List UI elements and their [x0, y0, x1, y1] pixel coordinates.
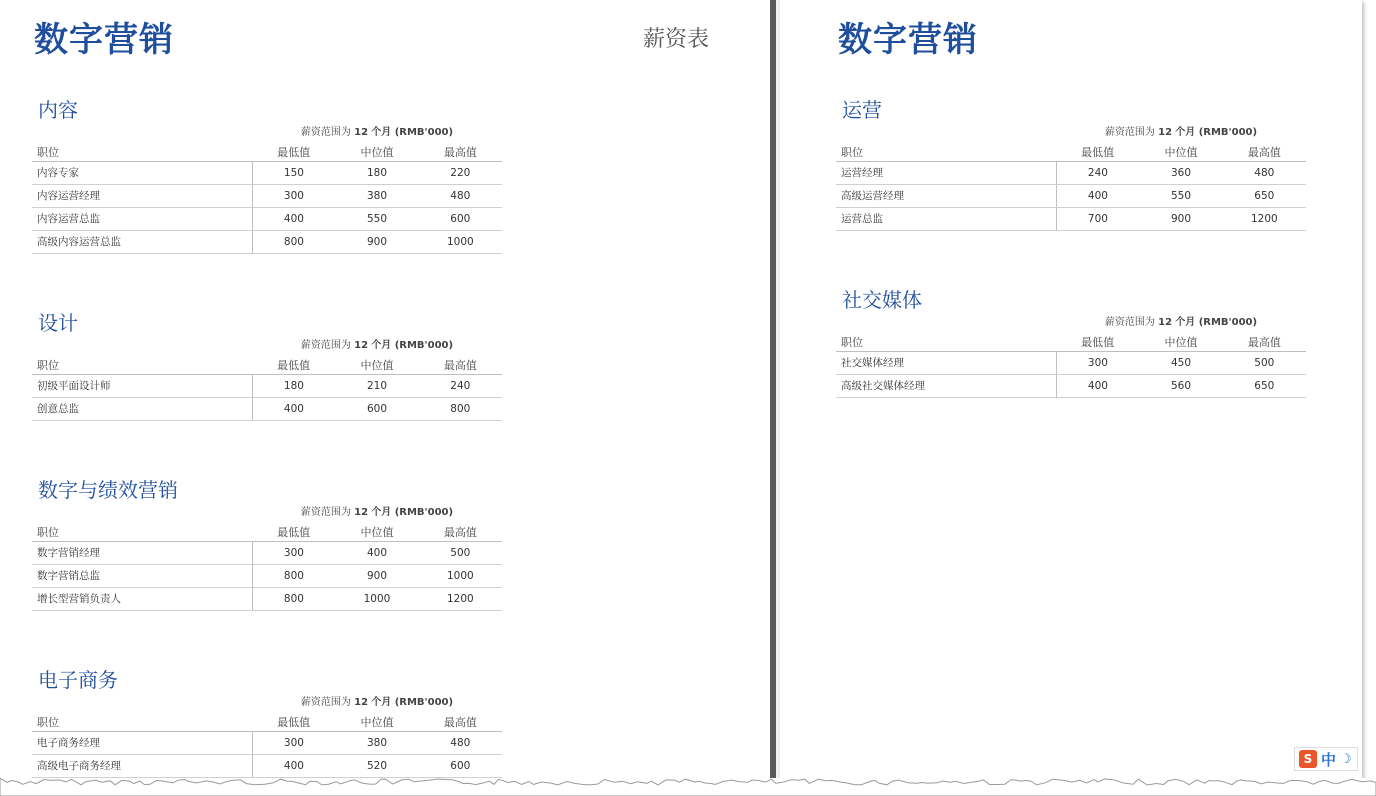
role-cell: 高级运营经理	[836, 184, 1056, 207]
col-role-header: 职位	[32, 140, 252, 161]
col-median-header: 中位值	[335, 353, 418, 374]
max-cell: 1000	[419, 564, 502, 587]
table-header-row	[32, 710, 502, 731]
max-cell: 1000	[419, 230, 502, 253]
min-cell: 800	[252, 587, 335, 610]
max-cell: 800	[419, 397, 502, 420]
table-row	[836, 207, 1306, 230]
max-cell: 500	[419, 541, 502, 564]
min-cell: 800	[252, 564, 335, 587]
min-cell: 240	[1056, 161, 1139, 184]
salary-range-note	[252, 696, 502, 710]
ime-mode-moon-icon[interactable]: ☽	[1340, 751, 1352, 767]
table-row	[32, 230, 502, 253]
col-median-header: 中位值	[335, 520, 418, 541]
col-role-header: 职位	[32, 520, 252, 541]
max-cell: 480	[1223, 161, 1306, 184]
max-cell: 480	[419, 184, 502, 207]
section-operations	[836, 96, 1306, 231]
col-role-header: 职位	[32, 710, 252, 731]
col-role-header: 职位	[836, 330, 1056, 351]
brand-title: 数字营销	[838, 20, 978, 60]
note-suffix: 个月 (RMB'000)	[371, 507, 454, 518]
table-row	[32, 564, 502, 587]
col-median-header: 中位值	[335, 710, 418, 731]
note-months: 12	[1158, 317, 1173, 328]
role-cell: 内容专家	[32, 161, 252, 184]
ime-logo-icon[interactable]: S	[1299, 750, 1317, 768]
col-median-header: 中位值	[1139, 330, 1222, 351]
role-cell: 初级平面设计师	[32, 374, 252, 397]
section-title: 电子商务	[38, 668, 118, 692]
ime-toolbar[interactable]	[1294, 747, 1358, 771]
table-row	[32, 754, 502, 777]
col-role-header: 职位	[836, 140, 1056, 161]
max-cell: 600	[419, 207, 502, 230]
role-cell: 数字营销经理	[32, 541, 252, 564]
salary-table	[836, 330, 1306, 398]
table-row	[836, 374, 1306, 397]
table-row	[32, 184, 502, 207]
role-cell: 高级内容运营总监	[32, 230, 252, 253]
ime-language-toggle[interactable]: 中	[1321, 750, 1337, 769]
note-suffix: 个月 (RMB'000)	[1175, 127, 1258, 138]
note-prefix: 薪资范围为	[300, 697, 351, 708]
max-cell: 600	[419, 754, 502, 777]
table-header-row	[32, 520, 502, 541]
median-cell: 180	[335, 161, 418, 184]
table-header-row	[836, 140, 1306, 161]
note-prefix: 薪资范围为	[1104, 317, 1155, 328]
salary-range-note	[1056, 126, 1306, 140]
table-header-row	[836, 330, 1306, 351]
median-cell: 520	[335, 754, 418, 777]
note-prefix: 薪资范围为	[300, 127, 351, 138]
table-header-row	[32, 140, 502, 161]
col-max-header: 最高值	[419, 140, 502, 161]
min-cell: 300	[252, 184, 335, 207]
median-cell: 900	[335, 230, 418, 253]
min-cell: 400	[252, 397, 335, 420]
min-cell: 150	[252, 161, 335, 184]
section-title: 社交媒体	[842, 288, 922, 312]
section-title: 运营	[842, 98, 882, 122]
max-cell: 1200	[419, 587, 502, 610]
salary-table	[836, 140, 1306, 231]
table-row	[32, 587, 502, 610]
col-min-header: 最低值	[1056, 330, 1139, 351]
median-cell: 380	[335, 184, 418, 207]
min-cell: 700	[1056, 207, 1139, 230]
salary-range-note	[252, 506, 502, 520]
table-row	[32, 541, 502, 564]
median-cell: 600	[335, 397, 418, 420]
note-suffix: 个月 (RMB'000)	[371, 340, 454, 351]
salary-range-note	[1056, 316, 1306, 330]
note-months: 12	[354, 127, 369, 138]
min-cell: 400	[1056, 184, 1139, 207]
note-prefix: 薪资范围为	[300, 507, 351, 518]
table-row	[32, 161, 502, 184]
section-digital-performance	[32, 476, 502, 611]
median-cell: 560	[1139, 374, 1222, 397]
col-max-header: 最高值	[1223, 140, 1306, 161]
max-cell: 1200	[1223, 207, 1306, 230]
min-cell: 180	[252, 374, 335, 397]
col-min-header: 最低值	[1056, 140, 1139, 161]
salary-range-note	[252, 339, 502, 353]
col-max-header: 最高值	[1223, 330, 1306, 351]
table-row	[32, 731, 502, 754]
note-prefix: 薪资范围为	[1104, 127, 1155, 138]
table-row	[836, 184, 1306, 207]
role-cell: 增长型营销负责人	[32, 587, 252, 610]
median-cell: 380	[335, 731, 418, 754]
role-cell: 数字营销总监	[32, 564, 252, 587]
salary-table	[32, 520, 502, 611]
median-cell: 550	[335, 207, 418, 230]
median-cell: 900	[335, 564, 418, 587]
table-row	[32, 207, 502, 230]
min-cell: 400	[252, 754, 335, 777]
col-min-header: 最低值	[252, 710, 335, 731]
right-page	[780, 0, 1362, 782]
torn-bottom-edge	[0, 778, 1376, 796]
salary-table	[32, 140, 502, 254]
document-label: 薪资表	[643, 27, 710, 52]
min-cell: 300	[1056, 351, 1139, 374]
min-cell: 300	[252, 731, 335, 754]
max-cell: 650	[1223, 374, 1306, 397]
median-cell: 450	[1139, 351, 1222, 374]
table-row	[32, 374, 502, 397]
section-ecommerce	[32, 666, 502, 778]
max-cell: 500	[1223, 351, 1306, 374]
role-cell: 高级社交媒体经理	[836, 374, 1056, 397]
section-social-media	[836, 286, 1306, 398]
col-median-header: 中位值	[335, 140, 418, 161]
table-row	[32, 397, 502, 420]
col-min-header: 最低值	[252, 140, 335, 161]
median-cell: 400	[335, 541, 418, 564]
median-cell: 1000	[335, 587, 418, 610]
note-months: 12	[1158, 127, 1173, 138]
median-cell: 900	[1139, 207, 1222, 230]
note-months: 12	[354, 340, 369, 351]
table-row	[836, 161, 1306, 184]
note-prefix: 薪资范围为	[300, 340, 351, 351]
max-cell: 480	[419, 731, 502, 754]
min-cell: 300	[252, 541, 335, 564]
max-cell: 220	[419, 161, 502, 184]
role-cell: 内容运营经理	[32, 184, 252, 207]
salary-table	[32, 353, 502, 421]
note-suffix: 个月 (RMB'000)	[371, 127, 454, 138]
max-cell: 650	[1223, 184, 1306, 207]
col-role-header: 职位	[32, 353, 252, 374]
note-suffix: 个月 (RMB'000)	[371, 697, 454, 708]
min-cell: 400	[1056, 374, 1139, 397]
note-suffix: 个月 (RMB'000)	[1175, 317, 1258, 328]
col-min-header: 最低值	[252, 520, 335, 541]
col-median-header: 中位值	[1139, 140, 1222, 161]
note-months: 12	[354, 697, 369, 708]
role-cell: 高级电子商务经理	[32, 754, 252, 777]
min-cell: 800	[252, 230, 335, 253]
section-content	[32, 96, 502, 254]
col-max-header: 最高值	[419, 710, 502, 731]
role-cell: 内容运营总监	[32, 207, 252, 230]
section-design	[32, 309, 502, 421]
median-cell: 360	[1139, 161, 1222, 184]
section-title: 内容	[38, 98, 78, 122]
table-row	[836, 351, 1306, 374]
median-cell: 210	[335, 374, 418, 397]
role-cell: 运营经理	[836, 161, 1056, 184]
salary-table	[32, 710, 502, 778]
col-max-header: 最高值	[419, 353, 502, 374]
min-cell: 400	[252, 207, 335, 230]
role-cell: 运营总监	[836, 207, 1056, 230]
section-title: 数字与绩效营销	[38, 478, 178, 502]
col-max-header: 最高值	[419, 520, 502, 541]
salary-range-note	[252, 126, 502, 140]
median-cell: 550	[1139, 184, 1222, 207]
max-cell: 240	[419, 374, 502, 397]
table-header-row	[32, 353, 502, 374]
role-cell: 社交媒体经理	[836, 351, 1056, 374]
section-title: 设计	[38, 311, 78, 335]
role-cell: 创意总监	[32, 397, 252, 420]
col-min-header: 最低值	[252, 353, 335, 374]
brand-title: 数字营销	[34, 20, 174, 60]
role-cell: 电子商务经理	[32, 731, 252, 754]
note-months: 12	[354, 507, 369, 518]
